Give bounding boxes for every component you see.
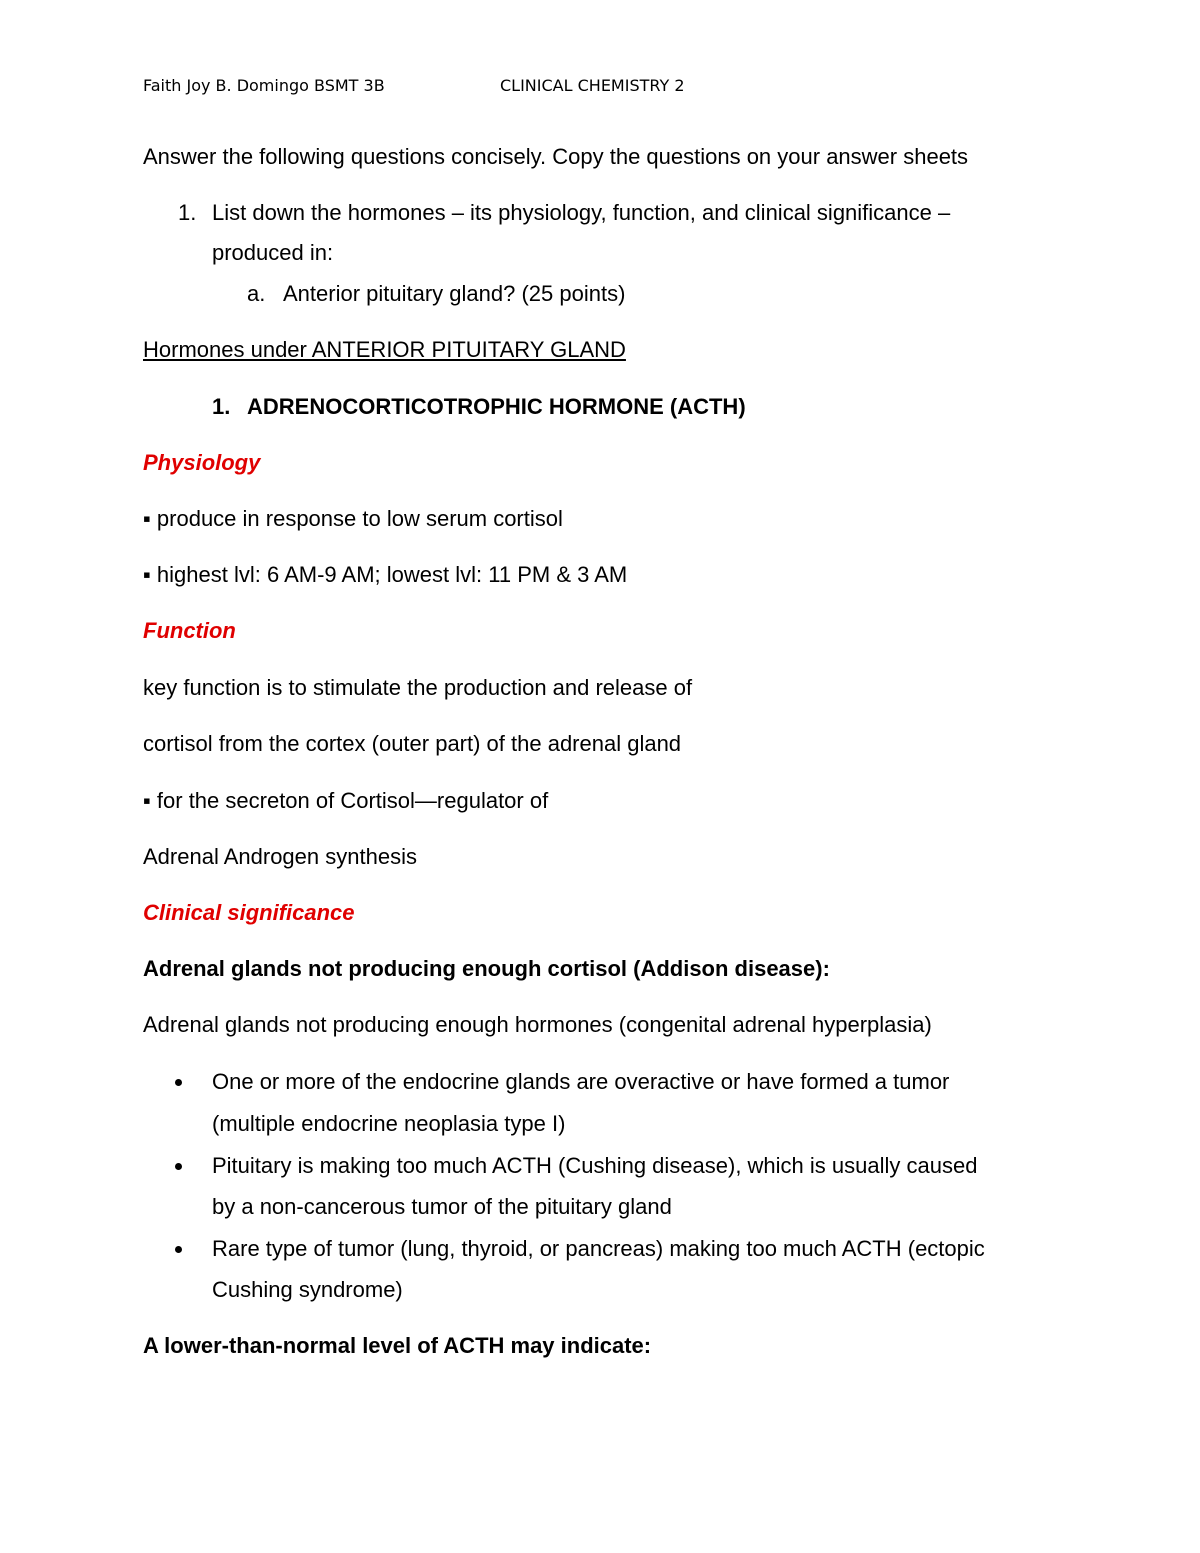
function-heading: Function	[143, 618, 236, 643]
bullet-dot-icon	[175, 1079, 182, 1086]
function-line-4: Adrenal Androgen synthesis	[143, 844, 417, 869]
lower-level-heading: A lower-than-normal level of ACTH may indicate:	[143, 1333, 652, 1358]
function-line-1: key function is to stimulate the production and release of	[143, 675, 693, 700]
instructions: Answer the following questions concisely. Copy the questions on your answer sheets	[143, 144, 969, 169]
clinical-heading: Clinical significance	[143, 900, 355, 925]
physiology-item-1: ▪ produce in response to low serum cortisol	[143, 506, 563, 531]
clinical-bold-line: Adrenal glands not producing enough cortisol (Addison disease):	[143, 956, 830, 981]
header-author: Faith Joy B. Domingo BSMT 3B	[143, 76, 385, 95]
section-title: Hormones under ANTERIOR PITUITARY GLAND	[143, 337, 626, 362]
clinical-bullet-1-line-1: One or more of the endocrine glands are overactive or have formed a tumor	[212, 1069, 950, 1094]
hormone-name: ADRENOCORTICOTROPHIC HORMONE (ACTH)	[247, 394, 746, 419]
question-sub-letter: a.	[247, 281, 266, 306]
clinical-bullet-2-line-2: by a non-cancerous tumor of the pituitary gland	[212, 1194, 672, 1219]
question-line-1: List down the hormones – its physiology, function, and clinical significance –	[212, 200, 951, 225]
function-line-2: cortisol from the cortex (outer part) of the adrenal gland	[143, 731, 682, 756]
clinical-bullet-3-line-1: Rare type of tumor (lung, thyroid, or pancreas) making too much ACTH (ectopic	[212, 1236, 985, 1261]
clinical-bullet-1-line-2: (multiple endocrine neoplasia type I)	[212, 1111, 566, 1136]
clinical-plain-line: Adrenal glands not producing enough hormones (congenital adrenal hyperplasia)	[143, 1012, 932, 1037]
header-course: CLINICAL CHEMISTRY 2	[500, 76, 685, 95]
hormone-number: 1.	[212, 394, 231, 419]
clinical-bullet-3-line-2: Cushing syndrome)	[212, 1277, 403, 1302]
bullet-dot-icon	[175, 1163, 182, 1170]
question-number: 1.	[178, 200, 197, 225]
function-line-3: ▪ for the secreton of Cortisol—regulator of	[143, 788, 549, 813]
question-sub-text: Anterior pituitary gland? (25 points)	[283, 281, 626, 306]
question-line-2: produced in:	[212, 240, 334, 265]
physiology-item-2: ▪ highest lvl: 6 AM-9 AM; lowest lvl: 11 PM & 3 AM	[143, 562, 628, 587]
physiology-heading: Physiology	[143, 450, 261, 475]
clinical-bullet-2-line-1: Pituitary is making too much ACTH (Cushing disease), which is usually caused	[212, 1153, 978, 1178]
bullet-dot-icon	[175, 1246, 182, 1253]
